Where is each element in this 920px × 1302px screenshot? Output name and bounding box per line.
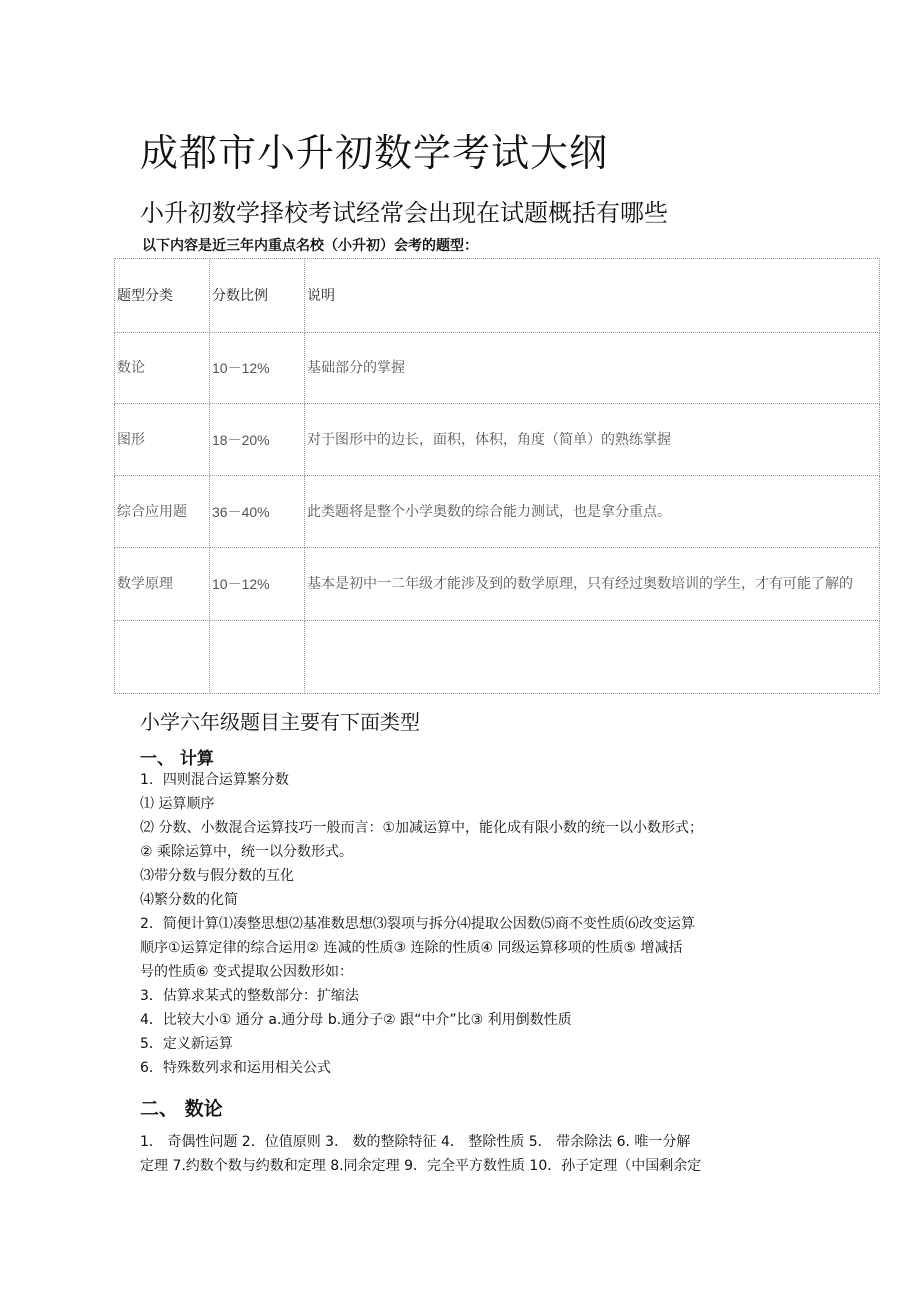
intro-text: 以下内容是近三年内重点名校（小升初）会考的题型：	[142, 238, 478, 254]
list-item: ② 乘除运算中，统一以分数形式。	[140, 844, 354, 860]
list-item: ⑶带分数与假分数的互化	[140, 868, 294, 884]
section2-heading: 二、 数论	[140, 1098, 223, 1120]
table-header-row	[115, 259, 880, 333]
empty-cell	[305, 621, 880, 694]
list-item: 定理 7.约数个数与约数和定理 8.同余定理 9．完全平方数性质 10．孙子定理（中国剩余定	[140, 1158, 702, 1174]
list-item: ⑵ 分数、小数混合运算技巧一般而言：①加减运算中，能化成有限小数的统一以小数形式；	[140, 820, 703, 836]
page-title: 成都市小升初数学考试大纲	[140, 131, 609, 175]
ratio-cell: 18－20%	[210, 404, 305, 476]
list-item: ⑷繁分数的化简	[140, 892, 238, 908]
table-row	[115, 404, 880, 476]
list-item: 1．四则混合运算繁分数	[140, 772, 289, 788]
ratio-cell: 10－12%	[210, 333, 305, 404]
note-cell: 对于图形中的边长，面积，体积，角度（简单）的熟练掌握	[305, 404, 880, 476]
question-type-table	[114, 258, 880, 694]
header-cell: 分数比例	[210, 259, 305, 333]
list-item: 3．估算求某式的整数部分：扩缩法	[140, 988, 359, 1004]
list-item: 号的性质⑥ 变式提取公因数形如：	[140, 964, 354, 980]
empty-cell	[210, 621, 305, 694]
type-cell: 图形	[115, 404, 210, 476]
type-cell: 综合应用题	[115, 476, 210, 548]
page-subtitle: 小升初数学择校考试经常会出现在试题概括有哪些	[140, 199, 668, 227]
list-item: ⑴ 运算顺序	[140, 796, 215, 812]
type-cell: 数学原理	[115, 548, 210, 621]
section-heading: 小学六年级题目主要有下面类型	[140, 710, 420, 734]
table-row	[115, 548, 880, 621]
table-row	[115, 476, 880, 548]
empty-cell	[115, 621, 210, 694]
ratio-cell: 36－40%	[210, 476, 305, 548]
type-cell: 数论	[115, 333, 210, 404]
list-item: 2．简便计算⑴凑整思想⑵基准数思想⑶裂项与拆分⑷提取公因数⑸商不变性质⑹改变运算	[140, 916, 695, 932]
section1-heading: 一、 计算	[140, 749, 214, 769]
list-item: 4．比较大小① 通分 a.通分母 b.通分子② 跟“中介”比③ 利用倒数性质	[140, 1012, 572, 1028]
list-item: 顺序①运算定律的综合运用② 连减的性质③ 连除的性质④ 同级运算移项的性质⑤ 增减括	[140, 940, 683, 956]
note-cell: 基本是初中一二年级才能涉及到的数学原理，只有经过奥数培训的学生，才有可能了解的	[305, 548, 880, 621]
list-item: 6．特殊数列求和运用相关公式	[140, 1060, 331, 1076]
list-item: 5．定义新运算	[140, 1036, 233, 1052]
note-cell: 此类题将是整个小学奥数的综合能力测试，也是拿分重点。	[305, 476, 880, 548]
note-cell: 基础部分的掌握	[305, 333, 880, 404]
table-empty-row	[115, 621, 880, 694]
table-row	[115, 333, 880, 404]
list-item: 1． 奇偶性问题 2．位值原则 3． 数的整除特征 4． 整除性质 5． 带余除法 6. 唯一分解	[140, 1134, 691, 1150]
header-cell: 说明	[305, 259, 880, 333]
ratio-cell: 10－12%	[210, 548, 305, 621]
header-cell: 题型分类	[115, 259, 210, 333]
